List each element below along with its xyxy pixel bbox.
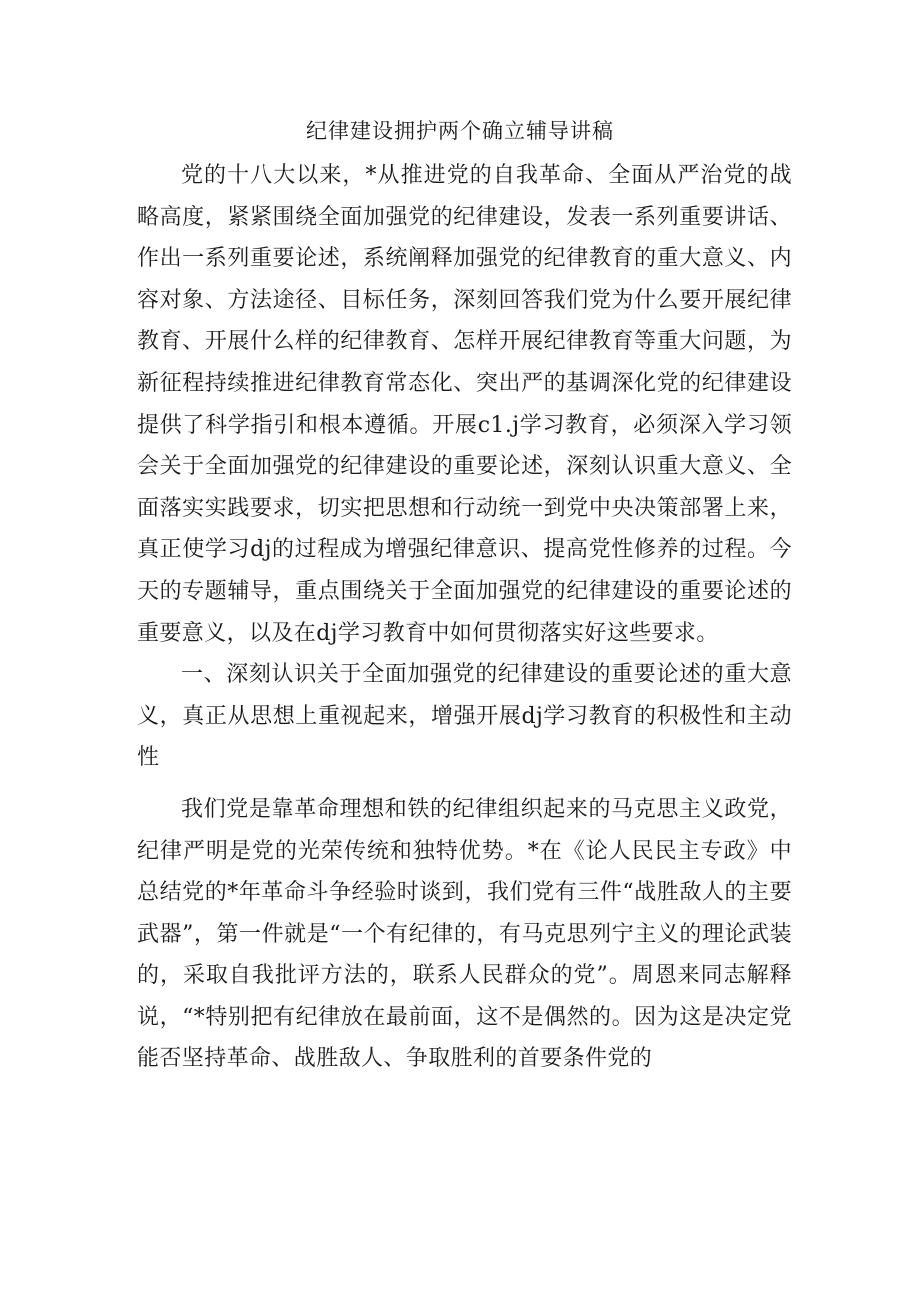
document-body <box>137 155 792 1080</box>
paragraph-section-1: 我们党是靠革命理想和铁的纪律组织起来的马克思主义政党，纪律严明是党的光荣传统和独特优势。*在《论人民民主专政》中总结党的*年革命斗争经验时谈到，我们党有三件“战胜敌人的主要武器”，第一件就是“一个有纪律的，有马克思列宁主义的理论武装的，采取自我批评方法的，联系人民群众的党”。周恩来同志解释说，“*特别把有纪律放在最前面，这不是偶然的。因为这是决定党能否坚持革命、战胜敌人、争取胜利的首要条件党的 <box>137 796 792 1072</box>
section-heading-1: 一、深刻认识关于全面加强党的纪律建设的重要论述的重大意义，真正从思想上重视起来，增强开展dj学习教育的积极性和主动性 <box>137 662 792 771</box>
document-title: 纪律建设拥护两个确立辅导讲稿 <box>306 119 614 143</box>
paragraph-intro: 党的十八大以来，*从推进党的自我革命、全面从严治党的战略高度，紧紧围绕全面加强党的纪律建设，发表一系列重要讲话、作出一系列重要论述，系统阐释加强党的纪律教育的重大意义、内容对象、方法途径、目标任务，深刻回答我们党为什么要开展纪律教育、开展什么样的纪律教育、怎样开展纪律教育等重大问题，为新征程持续推进纪律教育常态化、突出严的基调深化党的纪律建设提供了科学指引和根本遵循。开展c1.j学习教育，必须深入学习领会关于全面加强党的纪律建设的重要论述，深刻认识重大意义、全面落实实践要求，切实把思想和行动统一到党中央决策部署上来，真正使学习dj的过程成为增强纪律意识、提高党性修养的过程。今天的专题辅导，重点围绕关于全面加强党的纪律建设的重要论述的重要意义，以及在dj学习教育中如何贯彻落实好这些要求。 <box>137 163 792 646</box>
